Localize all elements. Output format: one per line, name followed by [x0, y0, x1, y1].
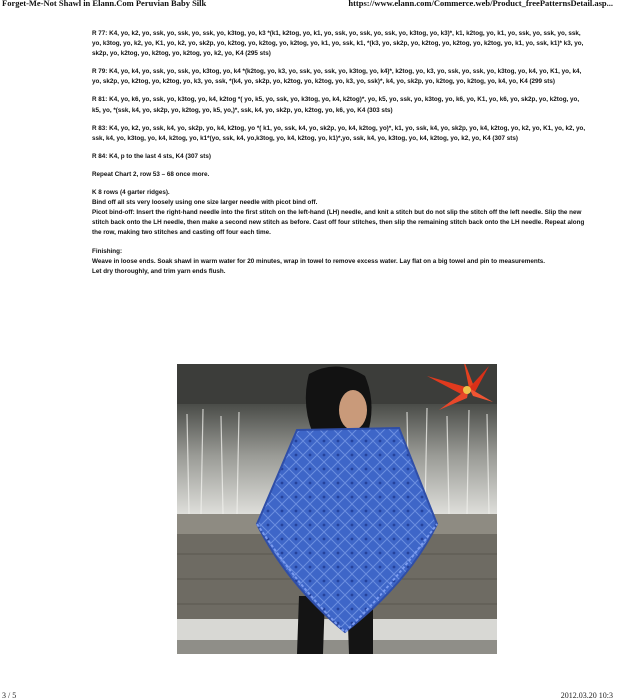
bind-off-heading: K 8 rows (4 garter ridges).	[92, 189, 170, 197]
bind-off-section	[92, 188, 588, 238]
pattern-row-77: R 77: K4, yo, k2, yo, ssk, yo, ssk, yo, ssk, yo, k3tog, yo, k3 *(k1, k2tog, yo, k1, yo, ssk, yo, ssk, yo, ssk, yo, k3tog, yo, k3)*, k1, k2tog, yo, k1, yo, ssk, yo, ssk, yo, ssk, yo, k3tog, yo, k2, yo, K1, yo, k2, yo, sk2p, yo, k2tog, yo, k2tog, yo, k2tog, yo, k1, yo, ssk, k1, *(k3, yo, sk2p, yo, k2tog, yo, k2tog, yo, k2tog, yo, k1, yo, ssk, k1)* k3, yo, sk2p, yo, k2tog, yo, k2tog, yo, k2tog, yo, k2, yo, K4 (295 sts)	[92, 30, 584, 58]
page-header	[0, 0, 617, 14]
finishing-text: Weave in loose ends. Soak shawl in warm water for 20 minutes, wrap in towel to remove excess water. Lay flat on a big towel and pin to measurements.	[92, 257, 546, 265]
picot-bind-off-text: Picot bind-off: Insert the right-hand needle into the first stitch on the left-hand (LH) needle, and knit a stitch but do not slip the stitch off the left needle. Slip the new stitch back onto the LH needle, then make a second new stitch as before. Cast off four stitches, then slip the remaining stitch back onto the LH needle. Repeat along the row, making two stitches and casting off four each time.	[92, 209, 585, 237]
finishing-heading: Finishing:	[92, 247, 123, 255]
repeat-instruction: Repeat Chart 2, row 53 – 68 once more.	[92, 170, 210, 178]
pattern-instructions	[92, 29, 588, 285]
page-header-url: https://www.elann.com/Commerce.web/Product_freePatternsDetail.asp...	[348, 0, 613, 8]
pattern-row-81: R 81: K4, yo, k6, yo, ssk, yo, k3tog, yo, k4, k2tog *( yo, k5, yo, ssk, yo, k3tog, yo, k4, k2tog)*, yo, k5, yo, ssk, yo, k3tog, yo, k6, yo, K1, yo, k6, yo, sk2p, yo, k2tog, yo, k5, yo, *(ssk, k4, yo, sk2p, yo, k2tog, yo, k5, yo,)*, ssk, k4, yo, sk2p, yo, k2tog, yo, k6, yo, K4 (303 sts)	[92, 96, 580, 114]
page-footer	[0, 691, 617, 699]
bind-off-text: Bind off all sts very loosely using one size larger needle with picot bind off.	[92, 199, 318, 207]
print-timestamp: 2012.03.20 10:3	[560, 691, 613, 699]
shawl-photo	[177, 364, 497, 654]
page-number: 3 / 5	[2, 691, 17, 699]
pattern-row-83: R 83: K4, yo, k2, yo, ssk, k4, yo, sk2p, yo, k4, k2tog, yo *( k1, yo, ssk, k4, yo, sk2p, yo, k4, k2tog, yo)*, k1, yo, ssk, k4, yo, sk2p, yo, k4, k2tog, yo, k2, yo, K1, yo, k2, yo, ssk, k4, yo, k3tog, yo, k4, k2tog, yo, k1*(yo, ssk, k4, yo,k3tog, yo, k4, k2tog, yo, k1)*,yo, ssk, k4, yo, k3tog, yo, k4, k2tog, yo, k2, yo, K4 (307 sts)	[92, 124, 586, 142]
finishing-text-2: Let dry thoroughly, and trim yarn ends flush.	[92, 267, 226, 275]
pattern-row-84: R 84: K4, p to the last 4 sts, K4 (307 sts)	[92, 152, 211, 160]
page-header-title: Forget-Me-Not Shawl in Elann.Com Peruvian Baby Silk	[2, 0, 207, 8]
finishing-section	[92, 247, 588, 277]
pattern-row-79: R 79: K4, yo, k4, yo, ssk, yo, ssk, yo, k3tog, yo, k4 *(k2tog, yo, k3, yo, ssk, yo, ssk, yo, k3tog, yo, k4)*, k2tog, yo, k3, yo, ssk, yo, ssk, yo, k3tog, yo, k4, yo, K1, yo, k4, yo, sk2p, yo, k2tog, yo, k2tog, yo, k3, yo, ssk, *(k4, yo, sk2p, yo, k2tog, yo, k2tog, yo, k3, yo, ssk)*, k4, yo, sk2p, yo, k2tog, yo, k2tog, yo, k4, yo, K4 (299 sts)	[92, 68, 582, 86]
